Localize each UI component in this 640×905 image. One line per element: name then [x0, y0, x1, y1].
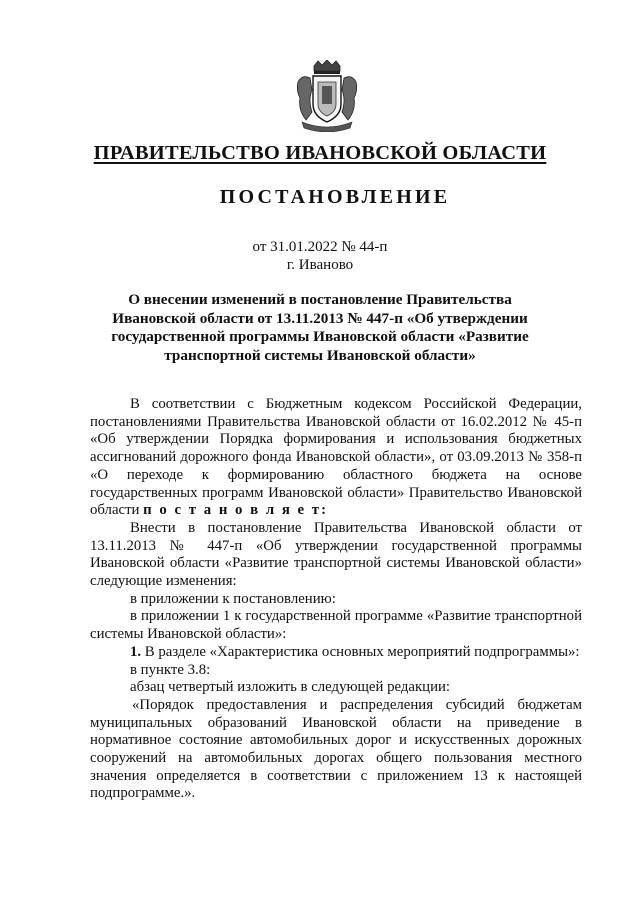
ivanovo-coat-of-arms-icon: [296, 60, 358, 132]
paragraph-annex: в приложении к постановлению:: [130, 590, 336, 607]
paragraph-item-1: [90, 644, 582, 662]
paragraph-amend: Внести в постановление Правительства Ивановской области от 13.11.2013 № 447-п «Об утверждении государственной программы Ивановской области «Развитие транспортной системы Ивановской области» следующие изменения:: [90, 519, 582, 590]
decree-word: п о с т а н о в л я е т:: [143, 502, 329, 519]
government-title: ПРАВИТЕЛЬСТВО ИВАНОВСКОЙ ОБЛАСТИ: [93, 142, 547, 164]
paragraph-instruction: абзац четвертый изложить в следующей редакции:: [130, 679, 451, 696]
paragraph-clause: в пункте 3.8:: [130, 661, 211, 678]
paragraph-annex-1: в приложении 1 к государственной программе «Развитие транспортной системы Ивановской области»:: [90, 608, 582, 643]
paragraph-preamble: [90, 396, 582, 520]
document-date-number: от 31.01.2022 № 44-п: [252, 239, 388, 255]
item-number: 1.: [130, 643, 142, 660]
paragraph-new-text: «Порядок предоставления и распределения субсидий бюджетам муниципальных образований Ивановской области на приведение в нормативное состояние автомобильных дорог и искусственных дорожных сооружений на автомобильных дорогах общего пользования местного значения определяется в соответствии с приложением 13 к настоящей подпрограмме.».: [90, 696, 582, 802]
preamble-text: В соответствии с Бюджетным кодексом Российской Федерации, постановлениями Правительства Ивановской области от 16.02.2012 № 45-п «Об утверждении Порядка формирования и использования бюджетных ассигнований дорожного фонда Ивановской области», от 03.09.2013 № 358-п «О переходе к формированию областного бюджета на основе государственных программ Ивановской области» Правительство Ивановской области: [90, 396, 582, 519]
document-subject: О внесении изменений в постановление Правительства Ивановской области от 13.11.2013 № 447-п «Об утверждении государственной программы Ивановской области «Развитие транспортной системы Ивановской области»: [111, 291, 529, 364]
document-city: г. Иваново: [286, 257, 354, 273]
document-body: [90, 396, 582, 803]
item-1-text: В разделе «Характеристика основных мероприятий подпрограммы»:: [141, 643, 580, 660]
document-type-heading: ПОСТАНОВЛЕНИЕ: [219, 186, 451, 208]
